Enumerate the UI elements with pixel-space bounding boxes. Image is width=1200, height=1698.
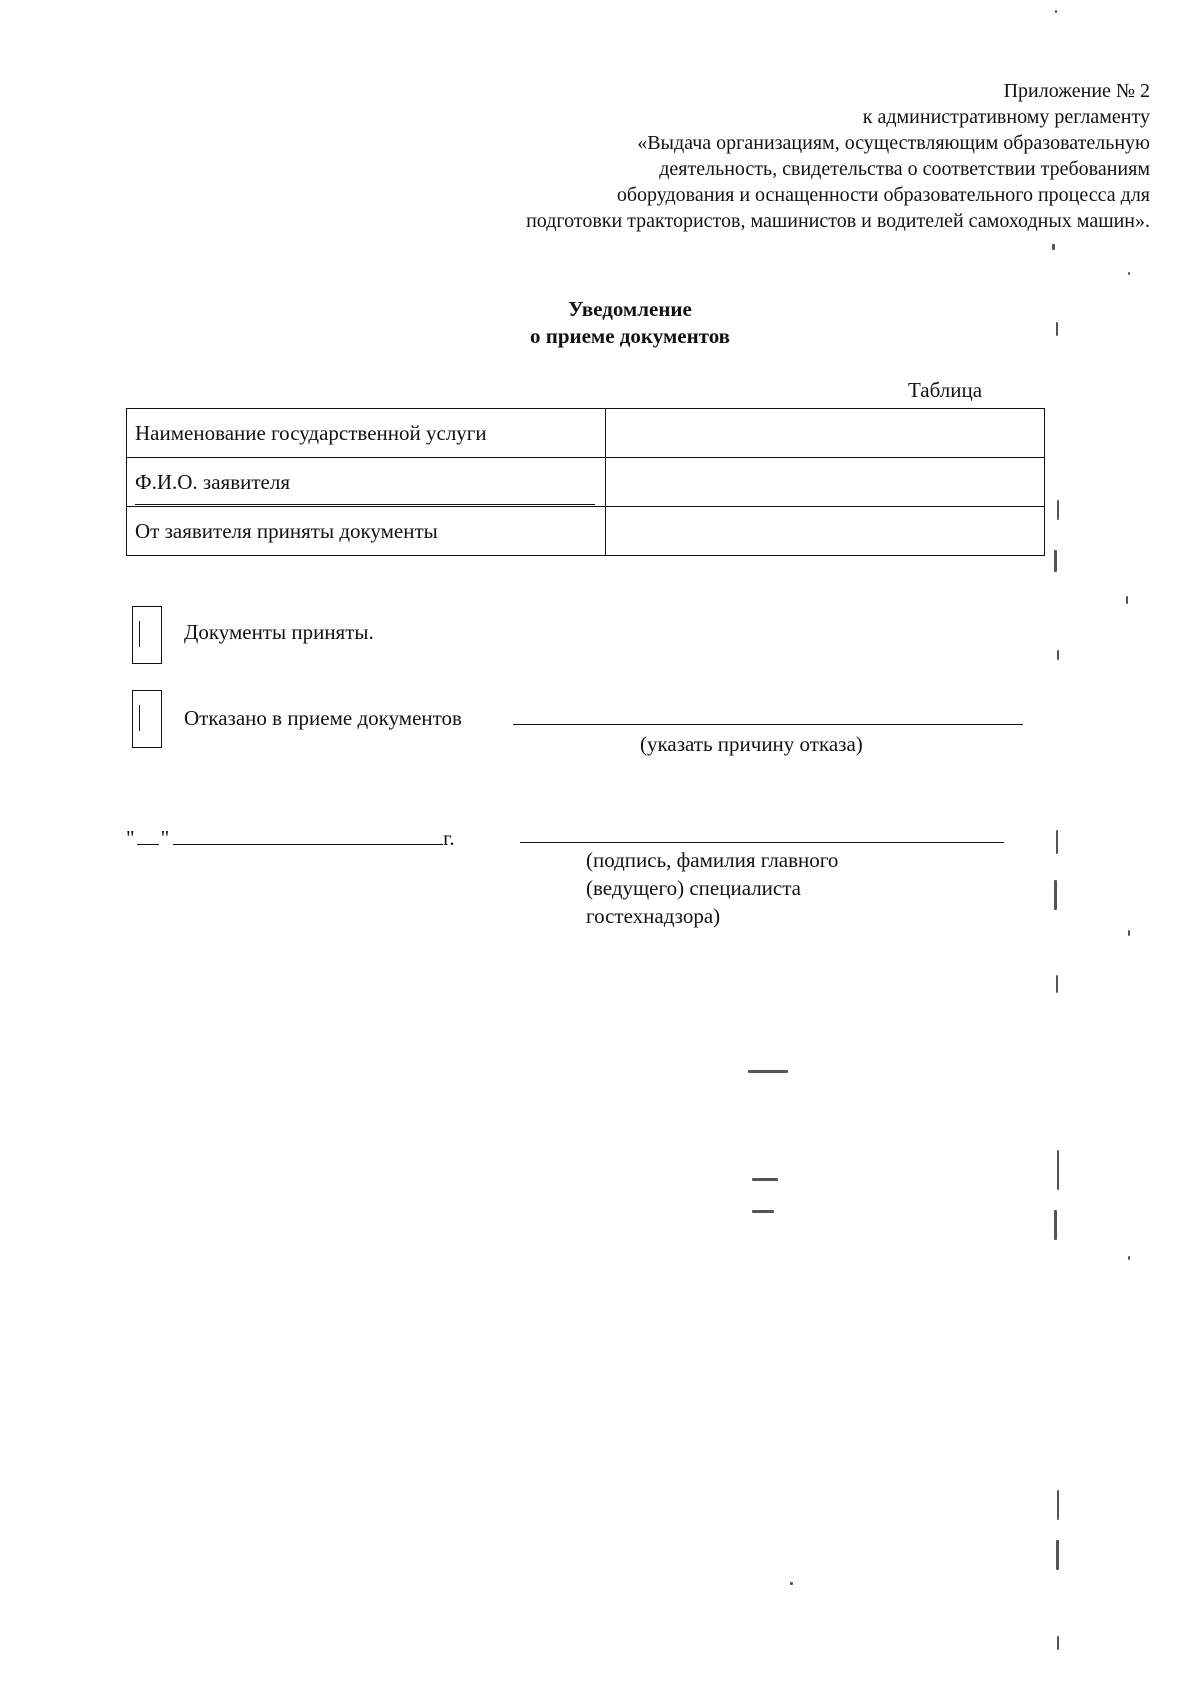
title-line: о приеме документов	[529, 324, 731, 348]
accepted-label: Документы приняты.	[184, 620, 374, 644]
scan-speck	[1056, 322, 1058, 336]
rejected-label: Отказано в приеме документов	[184, 706, 462, 730]
documents-received-label: От заявителя приняты документы	[127, 507, 606, 556]
scan-speck	[1057, 1150, 1059, 1190]
table-row	[127, 458, 1045, 507]
scan-speck	[1057, 1490, 1059, 1520]
service-name-value[interactable]	[606, 409, 1045, 458]
scan-speck	[1128, 930, 1130, 936]
title-line: Уведомление	[568, 297, 692, 321]
scan-speck	[1056, 1540, 1059, 1570]
rejection-reason-line[interactable]	[513, 724, 1023, 725]
scan-speck	[752, 1178, 778, 1181]
applicant-name-value[interactable]	[606, 458, 1045, 507]
annex-reference: к административному регламенту	[862, 106, 1150, 128]
annex-number: Приложение № 2	[1003, 80, 1150, 102]
scan-speck	[1057, 500, 1059, 520]
regulation-name-line: оборудования и оснащенности образовательного процесса для	[616, 184, 1150, 206]
month-year-blank[interactable]	[173, 844, 443, 845]
scan-speck	[1126, 596, 1128, 604]
scan-speck	[1056, 830, 1058, 854]
applicant-name-label-cell	[127, 458, 606, 507]
annex-header	[390, 78, 1150, 234]
accepted-checkbox[interactable]	[132, 606, 162, 664]
year-suffix: г.	[443, 826, 455, 850]
service-name-label: Наименование государственной услуги	[127, 409, 606, 458]
signature-hint-line: (ведущего) специалиста	[586, 876, 801, 900]
date-quote-open: "	[126, 826, 135, 850]
documents-received-value[interactable]	[606, 507, 1045, 556]
table-caption: Таблица	[908, 378, 983, 402]
scan-speck	[1055, 10, 1057, 13]
applicant-name-label: Ф.И.О. заявителя	[135, 469, 290, 494]
scan-speck	[1054, 880, 1057, 910]
scan-speck	[790, 1582, 793, 1585]
scan-speck	[1057, 1636, 1059, 1650]
scan-speck	[1128, 1256, 1130, 1260]
scan-speck	[748, 1070, 788, 1073]
document-title	[0, 296, 1200, 350]
regulation-name-line: «Выдача организациям, осуществляющим образовательную	[637, 132, 1150, 154]
scan-speck	[1054, 1210, 1057, 1240]
date-field[interactable]	[126, 826, 455, 851]
scan-speck	[1128, 272, 1130, 275]
rejection-reason-hint: (указать причину отказа)	[640, 732, 863, 756]
notice-table	[126, 408, 1045, 556]
table-row	[127, 409, 1045, 458]
signature-hint-line: гостехнадзора)	[586, 904, 721, 928]
scan-speck	[752, 1210, 774, 1213]
regulation-name-line: деятельность, свидетельства о соответствии требованиям	[659, 158, 1150, 180]
scan-speck	[1056, 975, 1058, 993]
scan-speck	[1054, 550, 1057, 572]
signature-line[interactable]	[520, 842, 1004, 843]
table-row	[127, 507, 1045, 556]
scan-speck	[1052, 244, 1055, 250]
scan-speck	[1057, 650, 1059, 660]
rejected-checkbox[interactable]	[132, 690, 162, 748]
regulation-name-line: подготовки трактористов, машинистов и водителей самоходных машин».	[526, 210, 1150, 232]
signature-hint	[586, 846, 838, 930]
date-quote-close: "	[160, 826, 170, 850]
signature-hint-line: (подпись, фамилия главного	[586, 848, 839, 872]
day-blank[interactable]	[137, 844, 159, 845]
